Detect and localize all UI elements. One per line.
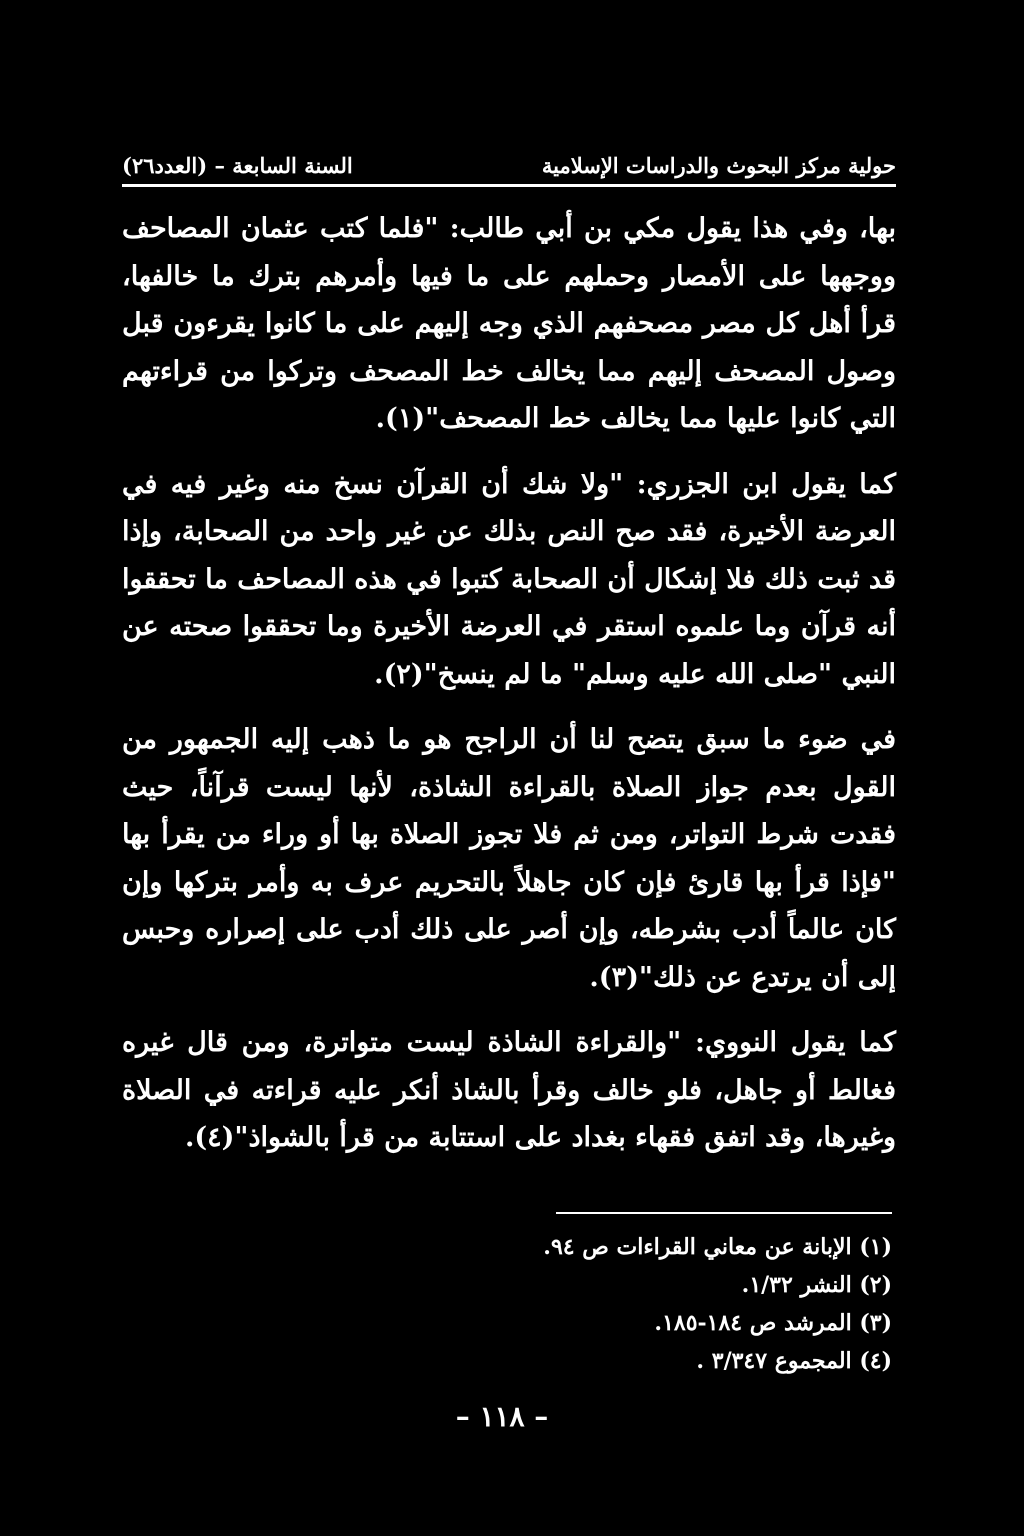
paragraph-3: في ضوء ما سبق يتضح لنا أن الراجح هو ما ذهب إليه الجمهور من القول بعدم جواز الصلاة بالقراءة الشاذة، لأنها ليست قرآناً، حيث فقدت شرط التواتر، ومن ثم فلا تجوز الصلاة بها أو وراء من يقرأ بها "فإذا قرأ بها قارئ فإن كان جاهلاً بالتحريم عرف به وأمر بتركها وإن كان عالماً أدب بشرطه، وإن أصر على ذلك أدب على إصراره وحبس إلى أن يرتدع عن ذلك"(٣). xyxy=(122,724,896,993)
footnote-3: (٣) المرشد ص ١٨٤-١٨٥. xyxy=(654,1310,892,1336)
footnote-1: (١) الإبانة عن معاني القراءات ص ٩٤. xyxy=(543,1234,892,1260)
header-divider xyxy=(122,184,896,187)
journal-name: حولية مركز البحوث والدراسات الإسلامية xyxy=(541,153,896,178)
main-text xyxy=(122,205,896,1180)
paragraph-2: كما يقول ابن الجزري: "ولا شك أن القرآن نسخ منه وغير فيه في العرضة الأخيرة، فقد صح النص بذلك عن غير واحد من الصحابة، وإذا قد ثبت ذلك فلا إشكال أن الصحابة كتبوا في هذه المصاحف ما تحققوا أنه قرآن وما علموه استقر في العرضة الأخيرة وما تحققوا صحته عن النبي "صلى الله عليه وسلم" ما لم ينسخ"(٢). xyxy=(122,468,896,690)
footnote-divider xyxy=(556,1212,892,1214)
footnotes xyxy=(360,1228,892,1380)
paragraph-1: بها، وفي هذا يقول مكي بن أبي طالب: "فلما كتب عثمان المصاحف ووجهها على الأمصار وحملهم على ما فيها وأمرهم بترك ما خالفها، قرأ أهل كل مصر مصحفهم الذي وجه إليهم على ما كانوا يقرءون قبل وصول المصحف إليهم مما يخالف خط المصحف وتركوا من قراءتهم التي كانوا عليها مما يخالف خط المصحف"(١). xyxy=(122,213,896,434)
paragraph-4: كما يقول النووي: "والقراءة الشاذة ليست متواترة، ومن قال غيره فغالط أو جاهل، فلو خالف وقرأ بالشاذ أنكر عليه قراءته في الصلاة وغيرها، وقد اتفق فقهاء بغداد على استتابة من قرأ بالشواذ"(٤). xyxy=(122,1027,896,1153)
footnote-2: (٢) النشر ١/٣٢. xyxy=(741,1272,892,1298)
footnote-4: (٤) المجموع ٣/٣٤٧ . xyxy=(696,1348,892,1374)
page-number: – ١١٨ – xyxy=(455,1400,549,1433)
issue-info: السنة السابعة – (العدد٢٦) xyxy=(122,153,353,178)
running-header xyxy=(122,138,896,178)
